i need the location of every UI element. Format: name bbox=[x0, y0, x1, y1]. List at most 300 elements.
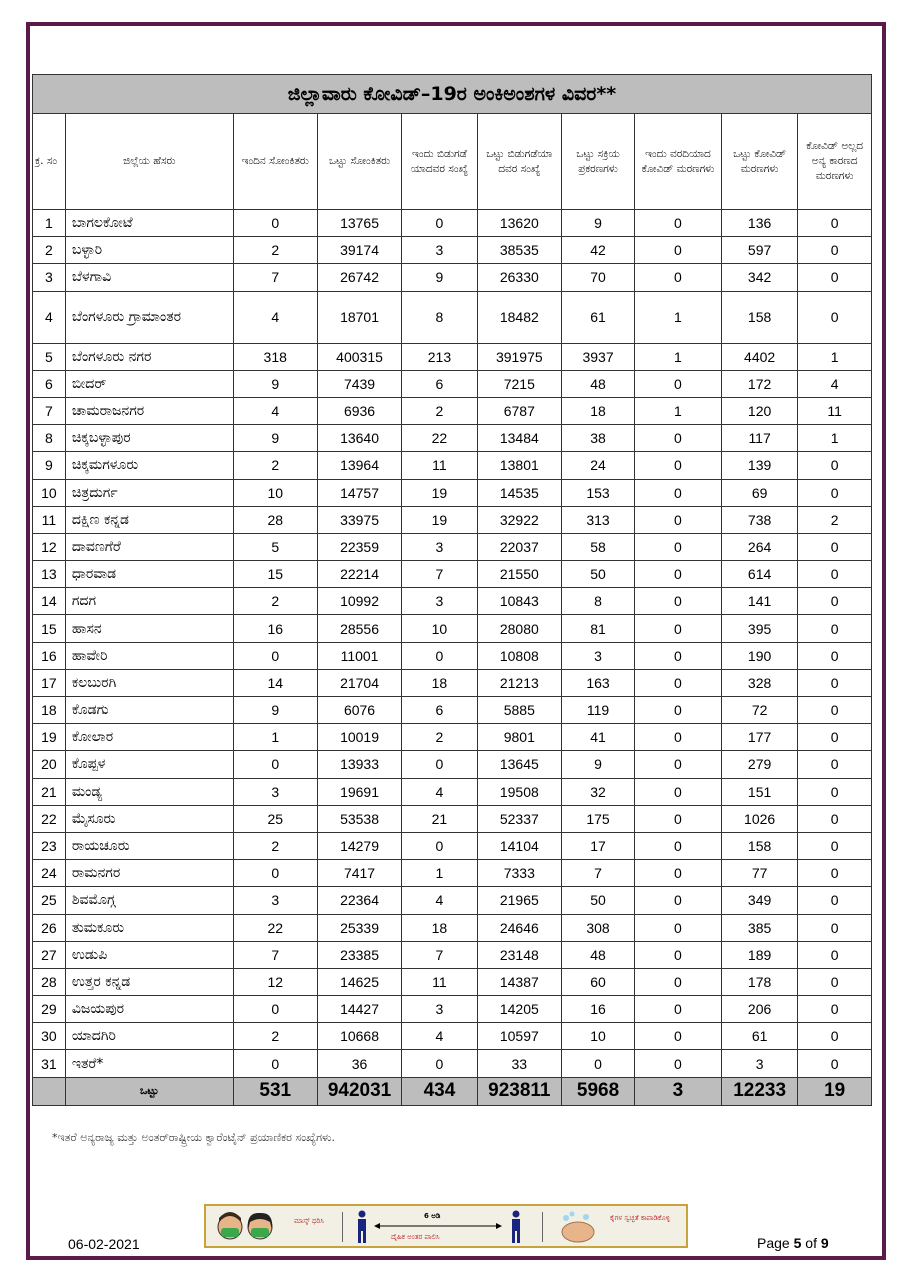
value-cell: 0 bbox=[635, 452, 722, 479]
value-cell: 3 bbox=[233, 887, 317, 914]
total-value-cell: 942031 bbox=[317, 1077, 402, 1105]
district-name-cell: ಉಡುಪಿ bbox=[65, 941, 233, 968]
page-prefix: Page bbox=[757, 1235, 794, 1251]
district-name-cell: ಚಿಕ್ಕಮಗಳೂರು bbox=[65, 452, 233, 479]
district-name-cell: ಬಾಗಲಕೋಟೆ bbox=[65, 210, 233, 237]
value-cell: 2 bbox=[233, 832, 317, 859]
value-cell: 0 bbox=[635, 914, 722, 941]
person-icon bbox=[354, 1210, 370, 1244]
value-cell: 14625 bbox=[317, 968, 402, 995]
value-cell: 0 bbox=[798, 941, 872, 968]
total-value-cell: 19 bbox=[798, 1077, 872, 1105]
value-cell: 32922 bbox=[477, 506, 562, 533]
value-cell: 10992 bbox=[317, 588, 402, 615]
value-cell: 0 bbox=[798, 615, 872, 642]
value-cell: 177 bbox=[721, 724, 797, 751]
value-cell: 28080 bbox=[477, 615, 562, 642]
value-cell: 0 bbox=[635, 832, 722, 859]
value-cell: 0 bbox=[798, 533, 872, 560]
value-cell: 400315 bbox=[317, 343, 402, 370]
value-cell: 18 bbox=[402, 914, 477, 941]
district-covid-table bbox=[32, 74, 872, 1106]
table-row bbox=[33, 479, 872, 506]
distance-label: 6 ಅಡಿ bbox=[424, 1212, 441, 1220]
value-cell: 25 bbox=[233, 805, 317, 832]
district-name-cell: ವಿಜಯಪುರ bbox=[65, 996, 233, 1023]
value-cell: 0 bbox=[798, 291, 872, 343]
serial-cell: 25 bbox=[33, 887, 66, 914]
serial-cell: 17 bbox=[33, 669, 66, 696]
value-cell: 391975 bbox=[477, 343, 562, 370]
district-name-cell: ರಾಮನಗರ bbox=[65, 860, 233, 887]
value-cell: 614 bbox=[721, 561, 797, 588]
column-header: ಒಟ್ಟು ಬಿಡುಗಡೆಯಾ ದವರ ಸಂಖ್ಯೆ bbox=[477, 114, 562, 210]
value-cell: 4 bbox=[798, 370, 872, 397]
value-cell: 38 bbox=[562, 425, 635, 452]
table-row bbox=[33, 397, 872, 424]
serial-cell: 1 bbox=[33, 210, 66, 237]
value-cell: 22364 bbox=[317, 887, 402, 914]
footnote: *ಇತರೆ ಅನ್ಯರಾಜ್ಯ ಮತ್ತು ಅಂತರ್‌ರಾಷ್ಟ್ರೀಯ ಕ್ವಾರೆಂಟೈನ್ ಪ್ರಯಾಣಿಕರ ಸಂಖ್ಯೆಗಳು. bbox=[52, 1131, 335, 1144]
total-value-cell: 434 bbox=[402, 1077, 477, 1105]
value-cell: 21 bbox=[402, 805, 477, 832]
column-header: ಇಂದು ವರದಿಯಾದ ಕೋವಿಡ್ ಮರಣಗಳು bbox=[635, 114, 722, 210]
value-cell: 0 bbox=[233, 751, 317, 778]
district-name-cell: ದಕ್ಷಿಣ ಕನ್ನಡ bbox=[65, 506, 233, 533]
hands-text: ಕೈಗಳ ಸ್ವಚ್ಛತೆ ಕಾಪಾಡಿಕೊಳ್ಳಿ bbox=[610, 1214, 671, 1222]
value-cell: 58 bbox=[562, 533, 635, 560]
value-cell: 19 bbox=[402, 506, 477, 533]
serial-cell: 30 bbox=[33, 1023, 66, 1050]
total-value-cell: 923811 bbox=[477, 1077, 562, 1105]
district-name-cell: ರಾಯಚೂರು bbox=[65, 832, 233, 859]
column-header: ಜಿಲ್ಲೆಯ ಹೆಸರು bbox=[65, 114, 233, 210]
serial-cell: 12 bbox=[33, 533, 66, 560]
serial-cell: 10 bbox=[33, 479, 66, 506]
value-cell: 22 bbox=[233, 914, 317, 941]
value-cell: 738 bbox=[721, 506, 797, 533]
column-header: ಒಟ್ಟು ಸೋಂಕಿತರು bbox=[317, 114, 402, 210]
serial-cell: 16 bbox=[33, 642, 66, 669]
value-cell: 11 bbox=[798, 397, 872, 424]
district-name-cell: ದಾವಣಗೆರೆ bbox=[65, 533, 233, 560]
value-cell: 0 bbox=[635, 1050, 722, 1077]
value-cell: 21550 bbox=[477, 561, 562, 588]
serial-cell: 13 bbox=[33, 561, 66, 588]
serial-cell: 15 bbox=[33, 615, 66, 642]
value-cell: 0 bbox=[798, 832, 872, 859]
value-cell: 3 bbox=[562, 642, 635, 669]
value-cell: 2 bbox=[233, 1023, 317, 1050]
value-cell: 22359 bbox=[317, 533, 402, 560]
serial-cell: 22 bbox=[33, 805, 66, 832]
value-cell: 308 bbox=[562, 914, 635, 941]
value-cell: 61 bbox=[562, 291, 635, 343]
value-cell: 6 bbox=[402, 697, 477, 724]
value-cell: 50 bbox=[562, 887, 635, 914]
district-name-cell: ಗದಗ bbox=[65, 588, 233, 615]
value-cell: 6 bbox=[402, 370, 477, 397]
table-row bbox=[33, 832, 872, 859]
value-cell: 14387 bbox=[477, 968, 562, 995]
value-cell: 22037 bbox=[477, 533, 562, 560]
table-row bbox=[33, 724, 872, 751]
total-value-cell: 531 bbox=[233, 1077, 317, 1105]
value-cell: 4 bbox=[233, 291, 317, 343]
value-cell: 4 bbox=[402, 887, 477, 914]
value-cell: 178 bbox=[721, 968, 797, 995]
value-cell: 13801 bbox=[477, 452, 562, 479]
district-name-cell: ಬೆಳಗಾವಿ bbox=[65, 264, 233, 291]
value-cell: 0 bbox=[798, 860, 872, 887]
district-name-cell: ಕೊಪ್ಪಳ bbox=[65, 751, 233, 778]
value-cell: 0 bbox=[562, 1050, 635, 1077]
handwash-icon bbox=[556, 1208, 600, 1246]
table-row bbox=[33, 210, 872, 237]
table-row bbox=[33, 860, 872, 887]
value-cell: 0 bbox=[798, 588, 872, 615]
total-value-cell: 3 bbox=[635, 1077, 722, 1105]
value-cell: 10597 bbox=[477, 1023, 562, 1050]
value-cell: 0 bbox=[635, 805, 722, 832]
value-cell: 10808 bbox=[477, 642, 562, 669]
value-cell: 2 bbox=[402, 397, 477, 424]
value-cell: 22 bbox=[402, 425, 477, 452]
table-row bbox=[33, 996, 872, 1023]
value-cell: 11 bbox=[402, 452, 477, 479]
value-cell: 190 bbox=[721, 642, 797, 669]
value-cell: 0 bbox=[635, 1023, 722, 1050]
serial-cell: 21 bbox=[33, 778, 66, 805]
value-cell: 28 bbox=[233, 506, 317, 533]
total-row bbox=[33, 1077, 872, 1105]
column-header: ಒಟ್ಟು ಕೋವಿಡ್ ಮರಣಗಳು bbox=[721, 114, 797, 210]
value-cell: 213 bbox=[402, 343, 477, 370]
value-cell: 0 bbox=[798, 452, 872, 479]
value-cell: 7439 bbox=[317, 370, 402, 397]
value-cell: 318 bbox=[233, 343, 317, 370]
serial-cell: 27 bbox=[33, 941, 66, 968]
value-cell: 5 bbox=[233, 533, 317, 560]
value-cell: 14535 bbox=[477, 479, 562, 506]
value-cell: 72 bbox=[721, 697, 797, 724]
value-cell: 9 bbox=[233, 425, 317, 452]
value-cell: 0 bbox=[635, 588, 722, 615]
value-cell: 0 bbox=[798, 642, 872, 669]
value-cell: 264 bbox=[721, 533, 797, 560]
value-cell: 0 bbox=[635, 210, 722, 237]
value-cell: 0 bbox=[635, 533, 722, 560]
value-cell: 141 bbox=[721, 588, 797, 615]
value-cell: 69 bbox=[721, 479, 797, 506]
value-cell: 13620 bbox=[477, 210, 562, 237]
value-cell: 0 bbox=[233, 642, 317, 669]
value-cell: 206 bbox=[721, 996, 797, 1023]
district-name-cell: ಚಿತ್ರದುರ್ಗ bbox=[65, 479, 233, 506]
value-cell: 175 bbox=[562, 805, 635, 832]
district-name-cell: ಬೆಂಗಳೂರು ಗ್ರಾಮಾಂತರ bbox=[65, 291, 233, 343]
value-cell: 7 bbox=[233, 264, 317, 291]
value-cell: 16 bbox=[562, 996, 635, 1023]
value-cell: 0 bbox=[635, 642, 722, 669]
value-cell: 16 bbox=[233, 615, 317, 642]
value-cell: 9 bbox=[233, 370, 317, 397]
value-cell: 1 bbox=[233, 724, 317, 751]
value-cell: 4 bbox=[233, 397, 317, 424]
value-cell: 0 bbox=[635, 751, 722, 778]
serial-cell: 5 bbox=[33, 343, 66, 370]
value-cell: 10 bbox=[402, 615, 477, 642]
district-name-cell: ಮಂಡ್ಯ bbox=[65, 778, 233, 805]
value-cell: 0 bbox=[402, 751, 477, 778]
value-cell: 10 bbox=[562, 1023, 635, 1050]
table-row bbox=[33, 264, 872, 291]
table-row bbox=[33, 343, 872, 370]
value-cell: 0 bbox=[635, 479, 722, 506]
value-cell: 36 bbox=[317, 1050, 402, 1077]
serial-cell: 19 bbox=[33, 724, 66, 751]
district-name-cell: ಬೀದರ್ bbox=[65, 370, 233, 397]
value-cell: 158 bbox=[721, 291, 797, 343]
value-cell: 4402 bbox=[721, 343, 797, 370]
value-cell: 9801 bbox=[477, 724, 562, 751]
value-cell: 0 bbox=[635, 237, 722, 264]
value-cell: 0 bbox=[635, 669, 722, 696]
column-header: ಕ್ರ. ಸಂ bbox=[33, 114, 66, 210]
table-row bbox=[33, 669, 872, 696]
mask-text: ಮಾಸ್ಕ್ ಧರಿಸಿ bbox=[294, 1217, 324, 1225]
district-name-cell: ಯಾದಗಿರಿ bbox=[65, 1023, 233, 1050]
value-cell: 12 bbox=[233, 968, 317, 995]
column-header: ಕೋವಿಡ್ ಅಲ್ಲದ ಅನ್ಯ ಕಾರಣದ ಮರಣಗಳು bbox=[798, 114, 872, 210]
value-cell: 33975 bbox=[317, 506, 402, 533]
value-cell: 14427 bbox=[317, 996, 402, 1023]
value-cell: 81 bbox=[562, 615, 635, 642]
value-cell: 19508 bbox=[477, 778, 562, 805]
value-cell: 0 bbox=[635, 697, 722, 724]
serial-cell: 28 bbox=[33, 968, 66, 995]
value-cell: 3937 bbox=[562, 343, 635, 370]
value-cell: 42 bbox=[562, 237, 635, 264]
value-cell: 3 bbox=[402, 237, 477, 264]
table-row bbox=[33, 291, 872, 343]
value-cell: 14104 bbox=[477, 832, 562, 859]
value-cell: 4 bbox=[402, 1023, 477, 1050]
value-cell: 10843 bbox=[477, 588, 562, 615]
value-cell: 10019 bbox=[317, 724, 402, 751]
value-cell: 0 bbox=[635, 968, 722, 995]
serial-cell: 6 bbox=[33, 370, 66, 397]
value-cell: 3 bbox=[402, 588, 477, 615]
value-cell: 8 bbox=[562, 588, 635, 615]
value-cell: 3 bbox=[721, 1050, 797, 1077]
table-row bbox=[33, 1050, 872, 1077]
value-cell: 0 bbox=[402, 210, 477, 237]
value-cell: 22214 bbox=[317, 561, 402, 588]
safety-banner bbox=[204, 1204, 688, 1248]
value-cell: 1 bbox=[402, 860, 477, 887]
header-row bbox=[33, 114, 872, 210]
value-cell: 23148 bbox=[477, 941, 562, 968]
serial-cell: 31 bbox=[33, 1050, 66, 1077]
value-cell: 10 bbox=[233, 479, 317, 506]
table-row bbox=[33, 751, 872, 778]
value-cell: 18 bbox=[402, 669, 477, 696]
value-cell: 0 bbox=[798, 1023, 872, 1050]
value-cell: 163 bbox=[562, 669, 635, 696]
value-cell: 6076 bbox=[317, 697, 402, 724]
value-cell: 13484 bbox=[477, 425, 562, 452]
serial-cell: 2 bbox=[33, 237, 66, 264]
district-name-cell: ಧಾರವಾಡ bbox=[65, 561, 233, 588]
serial-cell: 7 bbox=[33, 397, 66, 424]
value-cell: 13933 bbox=[317, 751, 402, 778]
value-cell: 13640 bbox=[317, 425, 402, 452]
value-cell: 2 bbox=[233, 237, 317, 264]
distance-arrow-icon bbox=[374, 1222, 502, 1230]
value-cell: 11001 bbox=[317, 642, 402, 669]
value-cell: 53538 bbox=[317, 805, 402, 832]
value-cell: 19 bbox=[402, 479, 477, 506]
district-name-cell: ಬೆಂಗಳೂರು ನಗರ bbox=[65, 343, 233, 370]
value-cell: 3 bbox=[402, 533, 477, 560]
person-icon bbox=[508, 1210, 524, 1244]
value-cell: 189 bbox=[721, 941, 797, 968]
value-cell: 25339 bbox=[317, 914, 402, 941]
value-cell: 7 bbox=[562, 860, 635, 887]
value-cell: 0 bbox=[798, 237, 872, 264]
mask-faces-icon bbox=[212, 1208, 282, 1246]
value-cell: 0 bbox=[635, 996, 722, 1023]
value-cell: 18701 bbox=[317, 291, 402, 343]
value-cell: 342 bbox=[721, 264, 797, 291]
district-name-cell: ಹಾವೇರಿ bbox=[65, 642, 233, 669]
value-cell: 60 bbox=[562, 968, 635, 995]
column-header: ಒಟ್ಟು ಸಕ್ರಿಯ ಪ್ರಕರಣಗಳು bbox=[562, 114, 635, 210]
table-row bbox=[33, 425, 872, 452]
value-cell: 26742 bbox=[317, 264, 402, 291]
value-cell: 1 bbox=[798, 425, 872, 452]
table-row bbox=[33, 237, 872, 264]
table-title: ಜಿಲ್ಲಾವಾರು ಕೋವಿಡ್–19ರ ಅಂಕಿಅಂಶಗಳ ವಿವರ** bbox=[33, 75, 872, 114]
value-cell: 7417 bbox=[317, 860, 402, 887]
table-row bbox=[33, 588, 872, 615]
serial-cell: 23 bbox=[33, 832, 66, 859]
value-cell: 0 bbox=[798, 805, 872, 832]
serial-cell: 3 bbox=[33, 264, 66, 291]
district-name-cell: ಕೋಲಾರ bbox=[65, 724, 233, 751]
value-cell: 21704 bbox=[317, 669, 402, 696]
value-cell: 17 bbox=[562, 832, 635, 859]
value-cell: 21965 bbox=[477, 887, 562, 914]
value-cell: 7215 bbox=[477, 370, 562, 397]
serial-cell: 9 bbox=[33, 452, 66, 479]
table-row bbox=[33, 1023, 872, 1050]
value-cell: 28556 bbox=[317, 615, 402, 642]
page-of: of bbox=[801, 1235, 821, 1251]
value-cell: 120 bbox=[721, 397, 797, 424]
serial-cell: 14 bbox=[33, 588, 66, 615]
value-cell: 13964 bbox=[317, 452, 402, 479]
value-cell: 24646 bbox=[477, 914, 562, 941]
serial-cell: 8 bbox=[33, 425, 66, 452]
value-cell: 0 bbox=[798, 210, 872, 237]
value-cell: 7 bbox=[402, 941, 477, 968]
serial-cell: 29 bbox=[33, 996, 66, 1023]
value-cell: 0 bbox=[635, 778, 722, 805]
district-name-cell: ಚಾಮರಾಜನಗರ bbox=[65, 397, 233, 424]
value-cell: 13765 bbox=[317, 210, 402, 237]
value-cell: 117 bbox=[721, 425, 797, 452]
table-row bbox=[33, 561, 872, 588]
page-current: 5 bbox=[793, 1235, 802, 1251]
value-cell: 24 bbox=[562, 452, 635, 479]
serial-cell: 4 bbox=[33, 291, 66, 343]
value-cell: 14 bbox=[233, 669, 317, 696]
value-cell: 158 bbox=[721, 832, 797, 859]
value-cell: 4 bbox=[402, 778, 477, 805]
value-cell: 0 bbox=[798, 887, 872, 914]
value-cell: 385 bbox=[721, 914, 797, 941]
district-name-cell: ಹಾಸನ bbox=[65, 615, 233, 642]
value-cell: 9 bbox=[233, 697, 317, 724]
value-cell: 0 bbox=[402, 642, 477, 669]
value-cell: 8 bbox=[402, 291, 477, 343]
value-cell: 349 bbox=[721, 887, 797, 914]
value-cell: 153 bbox=[562, 479, 635, 506]
total-sl-cell bbox=[33, 1077, 66, 1105]
value-cell: 0 bbox=[233, 996, 317, 1023]
value-cell: 172 bbox=[721, 370, 797, 397]
value-cell: 151 bbox=[721, 778, 797, 805]
value-cell: 313 bbox=[562, 506, 635, 533]
value-cell: 7 bbox=[402, 561, 477, 588]
value-cell: 0 bbox=[635, 370, 722, 397]
value-cell: 0 bbox=[635, 941, 722, 968]
table-row bbox=[33, 642, 872, 669]
value-cell: 15 bbox=[233, 561, 317, 588]
value-cell: 10668 bbox=[317, 1023, 402, 1050]
value-cell: 48 bbox=[562, 941, 635, 968]
value-cell: 9 bbox=[402, 264, 477, 291]
district-name-cell: ಉತ್ತರ ಕನ್ನಡ bbox=[65, 968, 233, 995]
value-cell: 119 bbox=[562, 697, 635, 724]
value-cell: 6936 bbox=[317, 397, 402, 424]
table-row bbox=[33, 615, 872, 642]
table-row bbox=[33, 452, 872, 479]
value-cell: 3 bbox=[233, 778, 317, 805]
value-cell: 0 bbox=[402, 1050, 477, 1077]
value-cell: 0 bbox=[798, 697, 872, 724]
value-cell: 0 bbox=[233, 860, 317, 887]
value-cell: 5885 bbox=[477, 697, 562, 724]
value-cell: 61 bbox=[721, 1023, 797, 1050]
value-cell: 1026 bbox=[721, 805, 797, 832]
value-cell: 21213 bbox=[477, 669, 562, 696]
serial-cell: 26 bbox=[33, 914, 66, 941]
value-cell: 0 bbox=[798, 778, 872, 805]
distance-text: ದೈಹಿಕ ಅಂತರ ಪಾಲಿಸಿ bbox=[391, 1233, 440, 1241]
value-cell: 0 bbox=[798, 914, 872, 941]
value-cell: 0 bbox=[635, 506, 722, 533]
page-total: 9 bbox=[820, 1235, 829, 1251]
value-cell: 3 bbox=[402, 996, 477, 1023]
value-cell: 0 bbox=[635, 264, 722, 291]
value-cell: 139 bbox=[721, 452, 797, 479]
value-cell: 1 bbox=[635, 291, 722, 343]
value-cell: 136 bbox=[721, 210, 797, 237]
district-name-cell: ತುಮಕೂರು bbox=[65, 914, 233, 941]
